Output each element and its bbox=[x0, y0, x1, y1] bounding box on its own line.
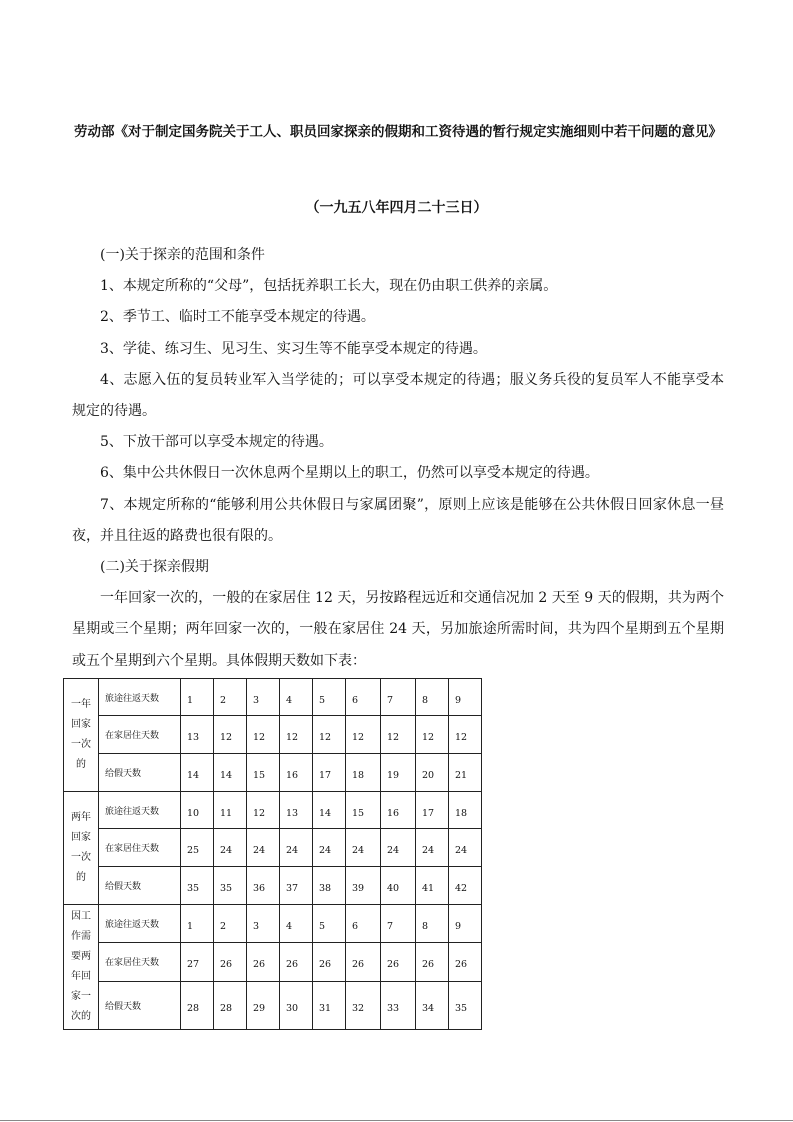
table-row bbox=[64, 867, 482, 905]
paragraph: 2、季节工、临时工不能享受本规定的待遇。 bbox=[100, 309, 375, 326]
table-cell: 2 bbox=[214, 679, 247, 716]
table-cell: 4 bbox=[280, 679, 313, 716]
table-cell: 17 bbox=[416, 792, 449, 829]
document-title: 劳动部《对于制定国务院关于工人、职员回家探亲的假期和工资待遇的暂行规定实施细则中若干问题的意见》 bbox=[74, 124, 722, 140]
table-cell: 25 bbox=[181, 829, 214, 867]
table-cell: 15 bbox=[247, 754, 280, 792]
table-cell: 31 bbox=[313, 981, 346, 1029]
paragraph: 4、志愿入伍的复员转业军入当学徒的；可以享受本规定的待遇；服义务兵役的复员军人不能享受本规定的待遇。 bbox=[72, 371, 724, 420]
table-cell: 12 bbox=[449, 716, 482, 754]
group-label: 两年回家一次的 bbox=[64, 792, 99, 905]
table-row bbox=[64, 679, 482, 716]
table-cell: 11 bbox=[214, 792, 247, 829]
document-date: （一九五八年四月二十三日） bbox=[305, 200, 488, 216]
table-cell: 24 bbox=[381, 829, 416, 867]
table-cell: 12 bbox=[247, 792, 280, 829]
row-label: 在家居住天数 bbox=[99, 829, 181, 867]
table-cell: 15 bbox=[346, 792, 381, 829]
paragraph: 6、集中公共休假日一次休息两个星期以上的职工，仍然可以享受本规定的待遇。 bbox=[100, 465, 599, 482]
leave-days-table bbox=[63, 678, 482, 1030]
table-row bbox=[64, 981, 482, 1029]
table-cell: 17 bbox=[313, 754, 346, 792]
row-label: 旅途往返天数 bbox=[99, 792, 181, 829]
table-cell: 3 bbox=[247, 905, 280, 943]
table-cell: 24 bbox=[280, 829, 313, 867]
table-row bbox=[64, 754, 482, 792]
table-cell: 5 bbox=[313, 905, 346, 943]
table-row bbox=[64, 942, 482, 981]
group-label: 因工作需要两年回家一次的 bbox=[64, 905, 99, 1030]
table-cell: 13 bbox=[280, 792, 313, 829]
table-cell: 26 bbox=[381, 942, 416, 981]
paragraph: 5、下放干部可以享受本规定的待遇。 bbox=[100, 434, 333, 451]
table-cell: 7 bbox=[381, 679, 416, 716]
table-cell: 34 bbox=[416, 981, 449, 1029]
table-cell: 26 bbox=[449, 942, 482, 981]
table-cell: 26 bbox=[346, 942, 381, 981]
section-heading: (一)关于探亲的范围和条件 bbox=[100, 247, 265, 263]
table-cell: 18 bbox=[449, 792, 482, 829]
section-heading: (二)关于探亲假期 bbox=[100, 559, 209, 576]
table-cell: 26 bbox=[313, 942, 346, 981]
table-cell: 10 bbox=[181, 792, 214, 829]
table-cell: 35 bbox=[181, 867, 214, 905]
table-cell: 26 bbox=[416, 942, 449, 981]
table-cell: 14 bbox=[313, 792, 346, 829]
table-cell: 12 bbox=[346, 716, 381, 754]
table-row bbox=[64, 829, 482, 867]
row-label: 旅途往返天数 bbox=[99, 905, 181, 943]
row-label: 旅途往返天数 bbox=[99, 679, 181, 716]
table-cell: 37 bbox=[280, 867, 313, 905]
table-cell: 28 bbox=[214, 981, 247, 1029]
table-cell: 9 bbox=[449, 905, 482, 943]
paragraph: 一年回家一次的，一般的在家居住 12 天，另按路程远近和交通信况加 2 天至 9 天的假期，共为两个星期或三个星期；两年回家一次的，一般在家居住 24 天，另加旅途所需时间，共为四个星期到五个星期或五个星期到六个星期。具体假期天数如下表： bbox=[72, 590, 724, 669]
table-cell: 6 bbox=[346, 679, 381, 716]
table-cell: 42 bbox=[449, 867, 482, 905]
table-cell: 39 bbox=[346, 867, 381, 905]
table-cell: 28 bbox=[181, 981, 214, 1029]
row-label: 在家居住天数 bbox=[99, 942, 181, 981]
table-cell: 32 bbox=[346, 981, 381, 1029]
paragraph: 7、本规定所称的“能够利用公共休假日与家属团聚”，原则上应该是能够在公共休假日回家休息一昼夜，并且往返的路费也很有限的。 bbox=[72, 496, 724, 544]
table-cell: 24 bbox=[214, 829, 247, 867]
table-row bbox=[64, 716, 482, 754]
table-cell: 26 bbox=[214, 942, 247, 981]
table-row bbox=[64, 905, 482, 943]
table-cell: 12 bbox=[214, 716, 247, 754]
table-cell: 5 bbox=[313, 679, 346, 716]
table-cell: 14 bbox=[181, 754, 214, 792]
table-cell: 18 bbox=[346, 754, 381, 792]
group-label: 一年回家一次的 bbox=[64, 679, 99, 792]
table-cell: 41 bbox=[416, 867, 449, 905]
table-cell: 21 bbox=[449, 754, 482, 792]
table-cell: 16 bbox=[280, 754, 313, 792]
table-cell: 12 bbox=[247, 716, 280, 754]
table-cell: 30 bbox=[280, 981, 313, 1029]
table-cell: 9 bbox=[449, 679, 482, 716]
table-cell: 12 bbox=[280, 716, 313, 754]
table-cell: 33 bbox=[381, 981, 416, 1029]
paragraph: 1、本规定所称的“父母”，包括抚养职工长大，现在仍由职工供养的亲属。 bbox=[100, 278, 558, 295]
table-cell: 6 bbox=[346, 905, 381, 943]
table-cell: 24 bbox=[313, 829, 346, 867]
table-cell: 24 bbox=[247, 829, 280, 867]
table-cell: 40 bbox=[381, 867, 416, 905]
table-cell: 8 bbox=[416, 905, 449, 943]
table-cell: 29 bbox=[247, 981, 280, 1029]
table-cell: 24 bbox=[449, 829, 482, 867]
table-cell: 3 bbox=[247, 679, 280, 716]
row-label: 给假天数 bbox=[99, 754, 181, 792]
table-cell: 12 bbox=[416, 716, 449, 754]
table-cell: 24 bbox=[416, 829, 449, 867]
document-body bbox=[72, 240, 724, 677]
paragraph: 3、学徒、练习生、见习生、实习生等不能享受本规定的待遇。 bbox=[100, 340, 487, 357]
table-cell: 12 bbox=[313, 716, 346, 754]
table-cell: 38 bbox=[313, 867, 346, 905]
table-row bbox=[64, 792, 482, 829]
table-cell: 24 bbox=[346, 829, 381, 867]
table-cell: 14 bbox=[214, 754, 247, 792]
table-cell: 1 bbox=[181, 679, 214, 716]
table-cell: 35 bbox=[214, 867, 247, 905]
table-cell: 16 bbox=[381, 792, 416, 829]
table-cell: 36 bbox=[247, 867, 280, 905]
table-cell: 12 bbox=[381, 716, 416, 754]
table-cell: 7 bbox=[381, 905, 416, 943]
table-cell: 4 bbox=[280, 905, 313, 943]
table-cell: 27 bbox=[181, 942, 214, 981]
table-cell: 13 bbox=[181, 716, 214, 754]
table-cell: 26 bbox=[280, 942, 313, 981]
table-cell: 19 bbox=[381, 754, 416, 792]
row-label: 给假天数 bbox=[99, 981, 181, 1029]
row-label: 在家居住天数 bbox=[99, 716, 181, 754]
table-cell: 8 bbox=[416, 679, 449, 716]
table-cell: 26 bbox=[247, 942, 280, 981]
row-label: 给假天数 bbox=[99, 867, 181, 905]
page-bottom-rule bbox=[0, 1120, 793, 1121]
table-cell: 35 bbox=[449, 981, 482, 1029]
table-cell: 1 bbox=[181, 905, 214, 943]
table-cell: 20 bbox=[416, 754, 449, 792]
table-cell: 2 bbox=[214, 905, 247, 943]
